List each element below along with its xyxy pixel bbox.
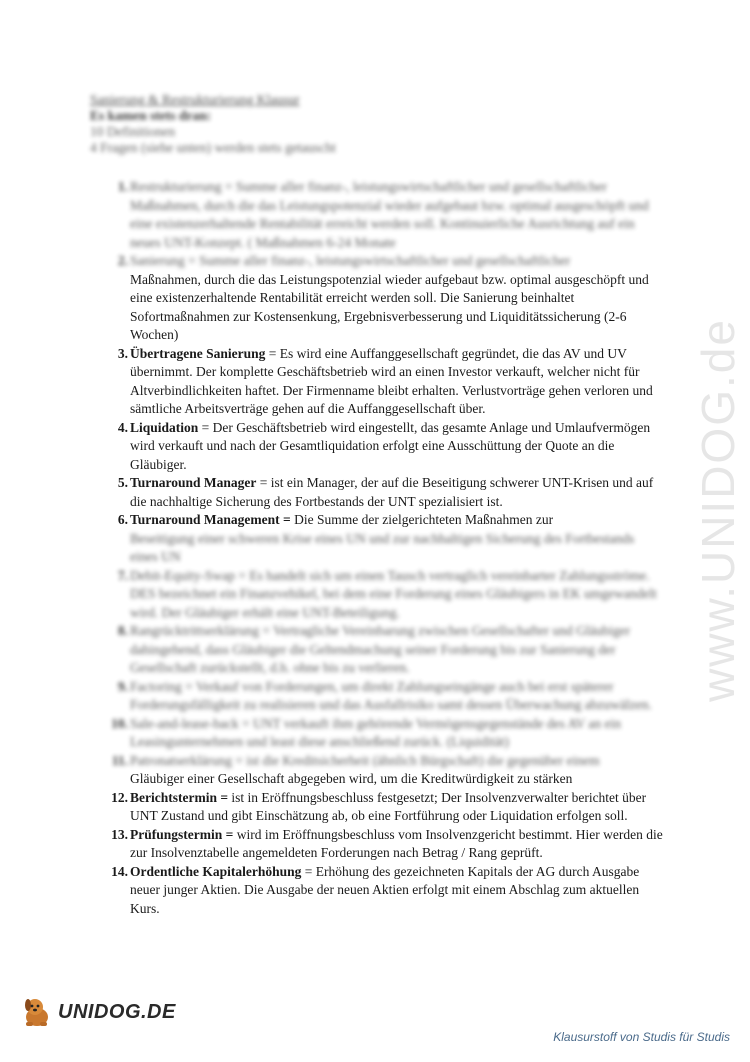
item-number: 10. bbox=[111, 715, 128, 731]
item-number: 12. bbox=[111, 789, 128, 805]
document-subtitle: Es kamen stets dran: bbox=[90, 108, 212, 123]
list-item bbox=[90, 715, 665, 752]
unidog-logo bbox=[20, 995, 176, 1029]
watermark-text: www.UNIDOG.de bbox=[692, 318, 745, 702]
list-item bbox=[90, 622, 665, 678]
item-text: = Der Geschäftsbetrieb wird eingestellt, das gesamte Anlage und Umlaufvermögen wird verkauft und nach der Gesamtliquidation erfolgt eine Ausschüttung der Quote an die Gläubiger. bbox=[130, 419, 651, 472]
item-number: 13. bbox=[111, 826, 128, 842]
item-blurred-text: Sanierung = Summe aller finanz-, leistungswirtschaftlicher und gesellschaftlicher bbox=[130, 253, 571, 268]
item-number: 14. bbox=[111, 863, 128, 879]
item-number: 4. bbox=[117, 419, 128, 435]
item-blurred-text: Factoring = Verkauf von Forderungen, um direkt Zahlungseingänge auch bei erst späterer Forderungsfälligkeit zu realisieren und das Ausfallrisiko samt dessen Überwachung abzuwälzen. bbox=[130, 678, 652, 712]
watermark bbox=[692, 290, 745, 730]
item-blurred-text: Sale-and-lease-back = UNT verkauft ihm gehörende Vermögensgegenstände des AV an ein Leasingunternehmen und least diese anschließend zurück. (Liquidität) bbox=[130, 715, 621, 749]
item-blurred-text: Restrukturierung = Summe aller finanz-, leistungswirtschaftlicher und gesellschaftlicher Maßnahmen, durch die das Leistungspotenzial wieder aufgebaut bzw. optimal ausgeschöpft und eine existenzerhaltende Rentabilität erreicht werden soll. Kontinuierliche Ausrichtung auf ein neues UNT-Konzept. ( Maßnahmen 6-24 Monate bbox=[130, 179, 649, 250]
item-number: 9. bbox=[117, 678, 128, 694]
item-number: 1. bbox=[117, 179, 128, 194]
list-item bbox=[90, 567, 665, 623]
list-item bbox=[90, 752, 665, 789]
item-text: = Erhöhung des gezeichneten Kapitals der AG durch Ausgabe neuer junger Aktien. Die Ausgabe der neuen Aktien erfolgt mit einem Abschlag zum aktuellen Kurs. bbox=[130, 863, 640, 916]
list-item bbox=[90, 419, 665, 475]
document-title: Sanierung & Restrukturierung Klausur bbox=[90, 92, 300, 107]
list-item bbox=[90, 511, 665, 567]
item-number: 6. bbox=[117, 512, 128, 527]
item-number: 3. bbox=[117, 345, 128, 361]
item-term: Übertragene Sanierung bbox=[130, 345, 266, 361]
list-item bbox=[90, 252, 665, 345]
item-text: wird im Eröffnungsbeschluss vom Insolvenzgericht bestimmt. Hier werden die zur Insolvenztabelle angemeldeten Forderungen nach Betrag / Rang geprüft. bbox=[130, 826, 663, 860]
item-text: Maßnahmen, durch die das Leistungspotenzial wieder aufgebaut bzw. optimal ausgeschöpft und eine existenzerhaltende Rentabilität erreicht werden soll. Die Sanierung beinhaltet Sofortmaßnahmen zur Kostensenkung, Ergebnisverbesserung und Liquiditätssicherung (2-6 Wochen) bbox=[130, 271, 649, 342]
item-blurred-text: Beseitigung einer schweren Krise eines UN und zur nachhaltigen Sicherung des Fortbestands eines UN bbox=[130, 530, 635, 564]
item-number: 11. bbox=[111, 752, 128, 768]
item-term: Berichtstermin = bbox=[130, 789, 229, 805]
item-number: 7. bbox=[117, 567, 128, 583]
list-item bbox=[90, 345, 665, 419]
item-text: Gläubiger einer Gesellschaft abgegeben wird, um die Kreditwürdigkeit zu stärken bbox=[130, 771, 573, 786]
item-term: Turnaround Management = bbox=[130, 512, 291, 527]
item-number: 8. bbox=[117, 623, 128, 638]
footer-tagline: Klausurstoff von Studis für Studis bbox=[553, 1030, 730, 1044]
dog-mascot-icon bbox=[20, 995, 54, 1029]
list-item bbox=[90, 178, 665, 252]
list-item bbox=[90, 863, 665, 919]
item-text: = Es wird eine Auffanggesellschaft gegründet, die das AV und UV übernimmt. Der komplette Geschäftsbetrieb wird an einen Investor verkauft, welcher nicht für Altverbindlichkeiten haftet. Der Firmenname bleibt erhalten. Verlustvorträge gehen verloren und sämtliche Arbeitsverträge gehen auf die Auffanggesellschaft über. bbox=[130, 345, 653, 416]
logo-text: UNIDOG.DE bbox=[58, 1000, 176, 1023]
header-line-2: 4 Fragen (siehe unten) werden stets getauscht bbox=[90, 140, 336, 155]
item-text: Die Summe der zielgerichteten Maßnahmen zur bbox=[290, 512, 554, 527]
item-number: 5. bbox=[117, 475, 128, 490]
item-text: = ist ein Manager, der auf die Beseitigung schwerer UNT-Krisen und auf die nachhaltige Sicherung des Fortbestands der UNT spezialisiert ist. bbox=[130, 475, 654, 509]
item-blurred-text: Patronatserklärung = ist die Kreditsicherheit (ähnlich Bürgschaft) die gegenüber einem bbox=[130, 752, 600, 768]
list-item bbox=[90, 826, 665, 863]
definitions-list bbox=[90, 178, 665, 918]
header-line-1: 10 Definitionen bbox=[90, 124, 176, 139]
item-term: Liquidation bbox=[130, 419, 199, 435]
item-text: ist in Eröffnungsbeschluss festgesetzt; Der Insolvenzverwalter berichtet über UNT Zustand und gibt Einschätzung ab, ob eine Fortführung oder Liquidation erfolgen soll. bbox=[130, 789, 647, 823]
item-number: 2. bbox=[117, 253, 128, 268]
list-item bbox=[90, 474, 665, 511]
item-term: Turnaround Manager bbox=[130, 475, 257, 490]
document-header bbox=[90, 92, 650, 156]
item-term: Prüfungstermin = bbox=[130, 826, 234, 842]
list-item bbox=[90, 789, 665, 826]
item-term: Ordentliche Kapitalerhöhung bbox=[130, 863, 302, 879]
item-blurred-text: Debit-Equity-Swap = Es handelt sich um einen Tausch vertraglich vereinbarter Zahlungsströme. DES bezeichnet ein Finanzvehikel, bei dem eine Forderung eines Gläubigers in EK umgewandelt wird. Der Gläubiger erhält eine UNT-Beteiligung. bbox=[130, 567, 657, 620]
list-item bbox=[90, 678, 665, 715]
item-blurred-text: Rangrücktrittserklärung = Vertragliche Vereinbarung zwischen Gesellschafter und Gläubiger dahingehend, dass Gläubiger die Geltendmachung seiner Forderung bis zur Sanierung der Gesellschaft zurückstellt, d.h. ohne bis zu verlieren. bbox=[130, 623, 631, 675]
